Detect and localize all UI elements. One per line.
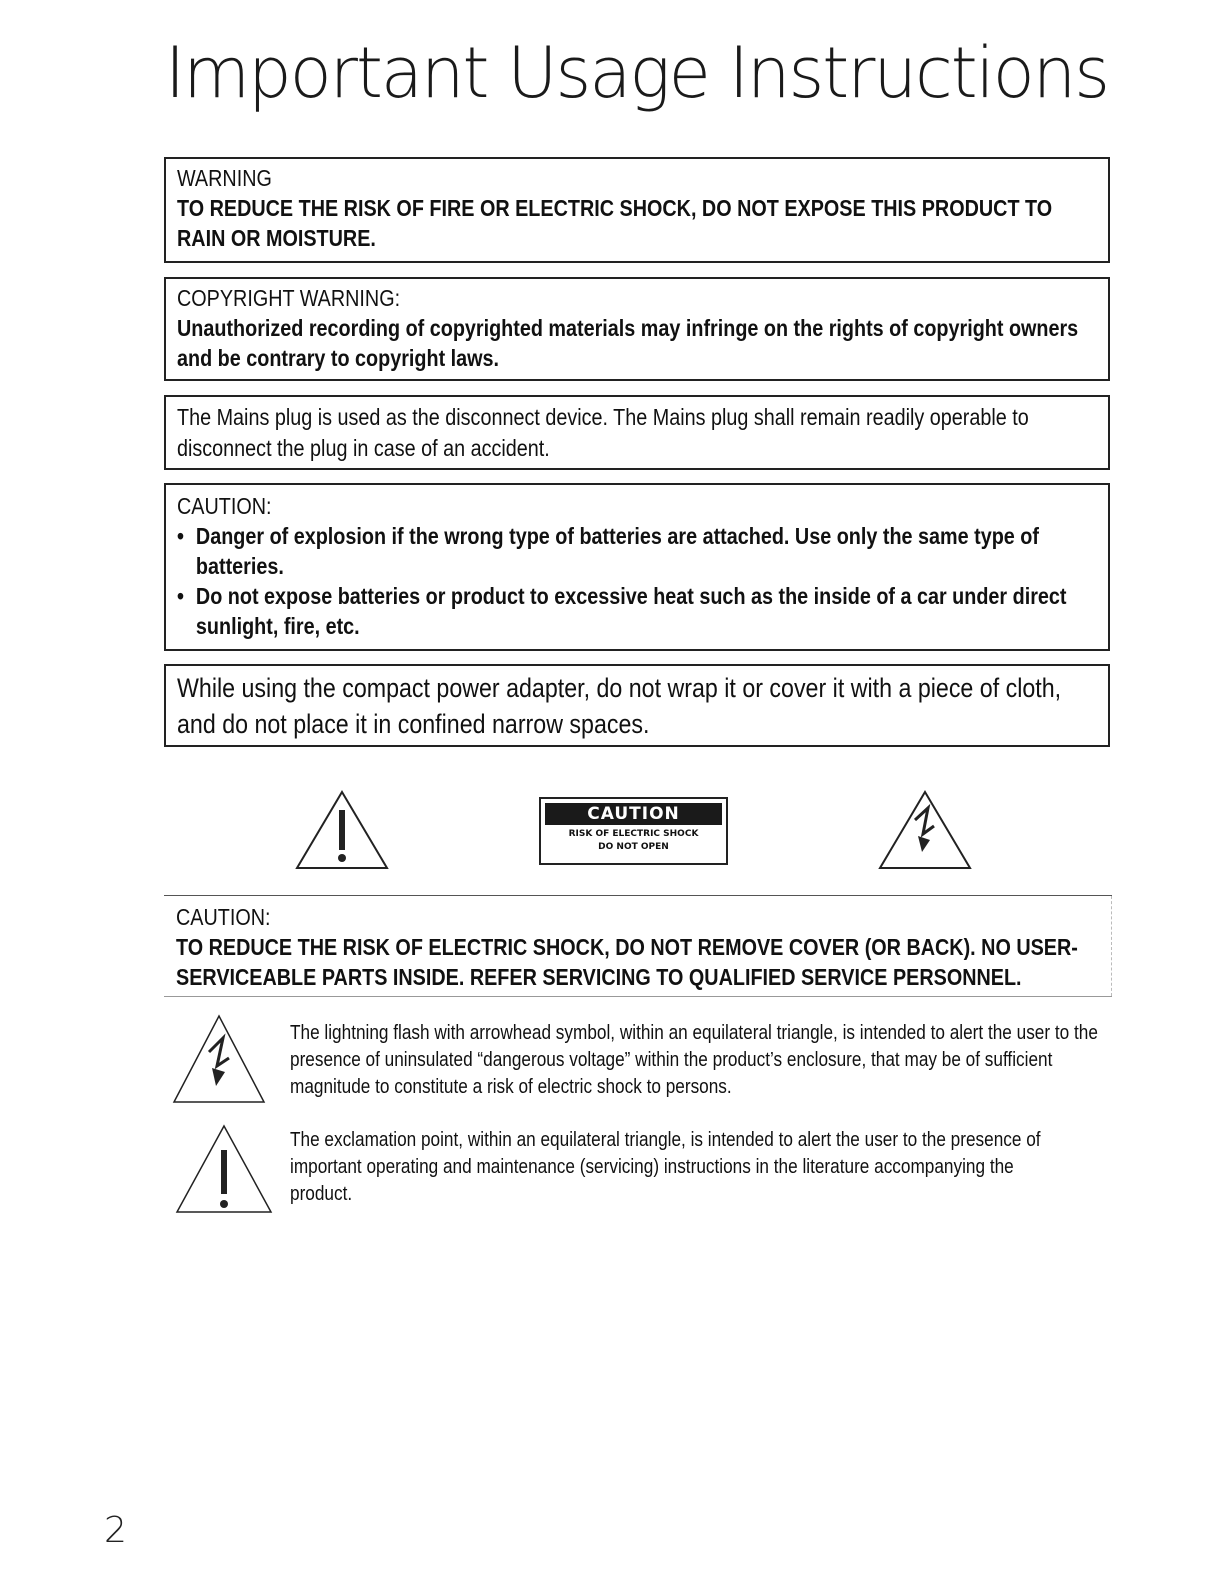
exclamation-note: The exclamation point, within an equilateral triangle, is intended to alert the user to the presence of important operating and maintenance (servicing) instructions in the literature accompanying the product. bbox=[290, 1129, 1041, 1205]
adapter-text: While using the compact power adapter, do not wrap it or cover it with a piece of cloth, and do not place it in confined narrow spaces. bbox=[177, 673, 1062, 739]
caution-batteries-box bbox=[164, 483, 1110, 651]
caution-label bbox=[539, 797, 728, 865]
battery-bullet-1: • Danger of explosion if the wrong type of batteries are attached. Use only the same type of batteries. bbox=[177, 521, 1073, 581]
copyright-warning-box bbox=[164, 277, 1110, 381]
caution-batteries-list bbox=[177, 521, 1094, 641]
warning-box bbox=[164, 157, 1110, 263]
lightning-symbol-icon bbox=[172, 1014, 266, 1104]
caution-batteries-heading: CAUTION: bbox=[177, 493, 272, 519]
exclamation-triangle-icon bbox=[295, 790, 389, 870]
caution-shock-text: TO REDUCE THE RISK OF ELECTRIC SHOCK, DO NOT REMOVE COVER (OR BACK). NO USER-SERVICEABLE PARTS INSIDE. REFER SERVICING TO QUALIFIED SERVICE PERSONNEL. bbox=[176, 934, 1078, 990]
caution-label-band: CAUTION bbox=[545, 803, 722, 825]
warning-text: TO REDUCE THE RISK OF FIRE OR ELECTRIC SHOCK, DO NOT EXPOSE THIS PRODUCT TO RAIN OR MOISTURE. bbox=[177, 195, 1053, 251]
caution-shock-heading: CAUTION: bbox=[176, 904, 271, 930]
lightning-note: The lightning flash with arrowhead symbol, within an equilateral triangle, is intended to alert the user to the presence of uninsulated “dangerous voltage” within the product’s enclosure, that may be of sufficient magnitude to constitute a risk of electric shock to persons. bbox=[290, 1022, 1098, 1098]
adapter-box bbox=[164, 664, 1110, 747]
mains-text: The Mains plug is used as the disconnect device. The Mains plug shall remain readily operable to disconnect the plug in case of an accident. bbox=[177, 404, 1029, 461]
mains-plug-box bbox=[164, 395, 1110, 470]
copyright-text: Unauthorized recording of copyrighted materials may infringe on the rights of copyright owners and be contrary to copyright laws. bbox=[177, 315, 1079, 371]
page-title: Important Usage Instructions bbox=[165, 32, 1109, 114]
exclamation-symbol-icon bbox=[174, 1124, 274, 1214]
warning-heading: WARNING bbox=[177, 165, 272, 191]
caution-label-line1: RISK OF ELECTRIC SHOCK bbox=[568, 829, 699, 839]
lightning-triangle-icon bbox=[878, 790, 972, 870]
caution-label-line2: DO NOT OPEN bbox=[598, 842, 669, 852]
copyright-heading: COPYRIGHT WARNING: bbox=[177, 285, 401, 311]
page-number: 2 bbox=[104, 1510, 127, 1551]
battery-bullet-2: • Do not expose batteries or product to excessive heat such as the inside of a car under direct sunlight, fire, etc. bbox=[177, 581, 1116, 641]
caution-shock-box bbox=[164, 895, 1112, 997]
